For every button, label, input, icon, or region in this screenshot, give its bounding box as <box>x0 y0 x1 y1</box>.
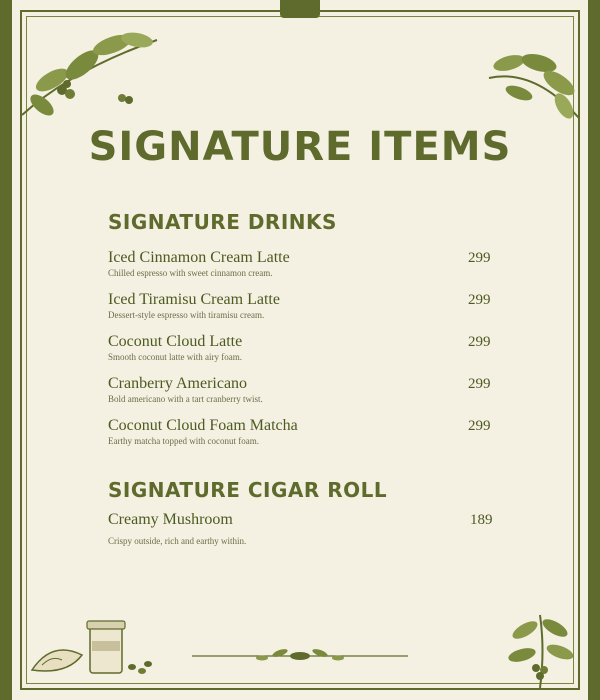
item-description: Smooth coconut latte with airy foam. <box>108 352 242 362</box>
item-name: Coconut Cloud Foam Matcha <box>108 417 298 434</box>
item-name: Cranberry Americano <box>108 375 248 392</box>
top-ornament <box>280 0 320 18</box>
item-price: 299 <box>468 376 491 392</box>
item-price: 189 <box>470 512 493 528</box>
list-item <box>108 417 508 447</box>
item-name: Iced Tiramisu Cream Latte <box>108 291 280 308</box>
coffee-cup-icon <box>22 615 162 685</box>
list-item <box>108 375 508 405</box>
item-description: Dessert-style espresso with tiramisu cream. <box>108 310 265 320</box>
section-title-cigar-roll: SIGNATURE CIGAR ROLL <box>108 478 388 502</box>
item-description: Chilled espresso with sweet cinnamon cream. <box>108 268 273 278</box>
item-description: Earthy matcha topped with coconut foam. <box>108 436 259 446</box>
item-price: 299 <box>468 334 491 350</box>
item-description: Bold americano with a tart cranberry twist. <box>108 394 263 404</box>
menu-page <box>12 0 588 700</box>
page-title: SIGNATURE ITEMS <box>88 124 512 170</box>
section-title-drinks: SIGNATURE DRINKS <box>108 210 337 234</box>
list-item <box>108 511 508 547</box>
item-price: 299 <box>468 418 491 434</box>
coffee-branch-icon <box>484 48 584 128</box>
list-item <box>108 291 508 321</box>
coffee-branch-icon <box>12 20 162 130</box>
divider-ornament-icon <box>192 648 408 664</box>
item-name: Creamy Mushroom <box>108 511 233 528</box>
item-price: 299 <box>468 292 491 308</box>
list-item <box>108 249 508 279</box>
coffee-branch-icon <box>500 610 580 690</box>
item-name: Iced Cinnamon Cream Latte <box>108 249 290 266</box>
item-description: Crispy outside, rich and earthy within. <box>108 536 247 546</box>
item-price: 299 <box>468 250 491 266</box>
item-name: Coconut Cloud Latte <box>108 333 243 350</box>
list-item <box>108 333 508 363</box>
